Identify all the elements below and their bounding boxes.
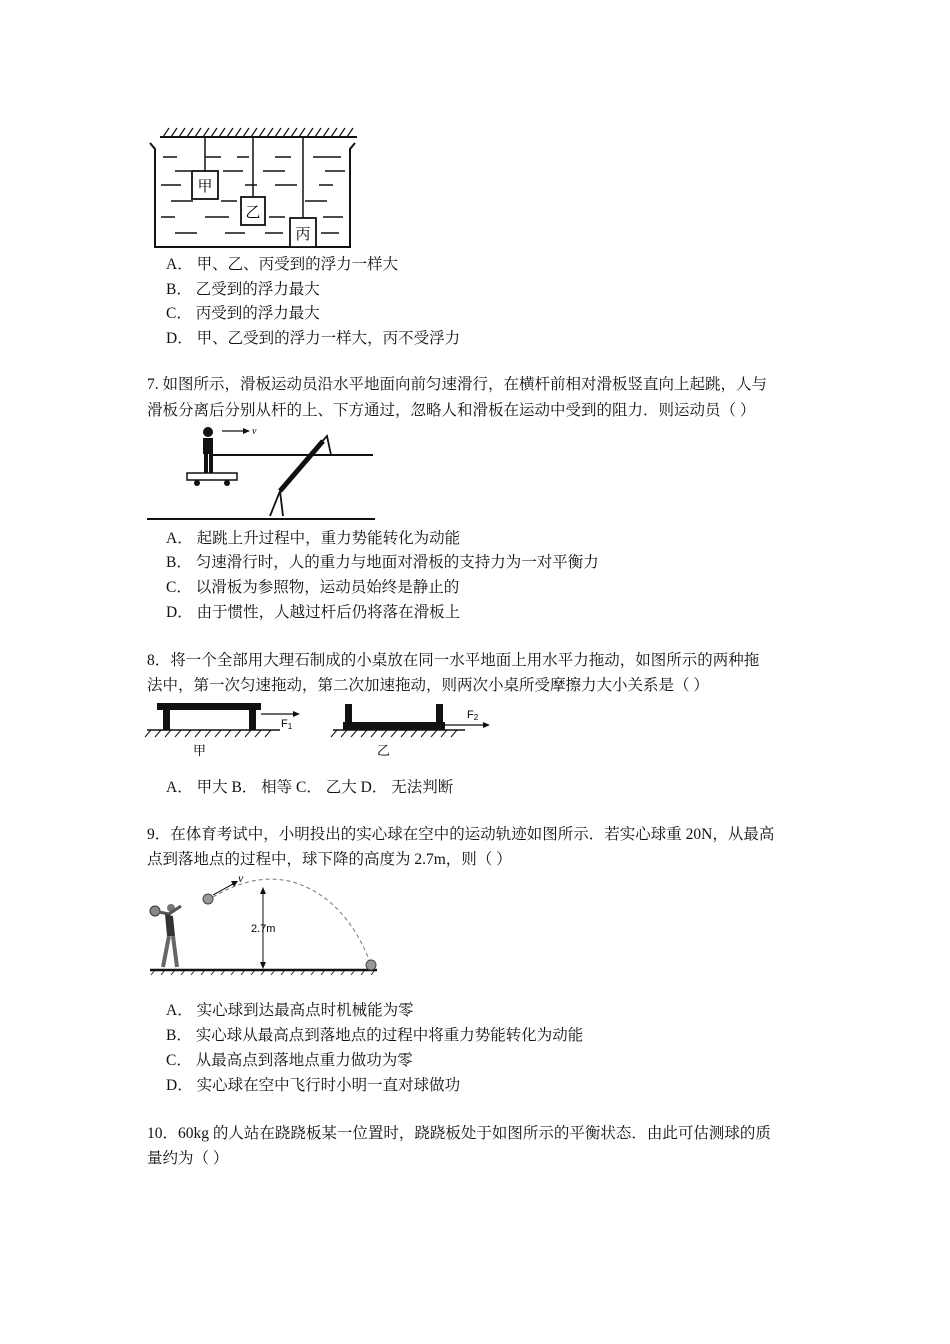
q7-option-d: D． 由于惯性，人越过杆后仍将落在滑板上 — [166, 604, 461, 621]
q6-label-jia: 甲 — [197, 179, 213, 195]
q6-label-bing: 丙 — [295, 227, 311, 243]
q7-stem-line2: 滑板分离后分别从杆的上、下方通过，忽略人和滑板在运动中受到的阻力．则运动员（ ） — [147, 402, 756, 419]
q6-option-d: D． 甲、乙受到的浮力一样大，丙不受浮力 — [166, 330, 461, 347]
q8-label-jia: 甲 — [193, 743, 207, 758]
q7-stem-line1: 7. 如图所示，滑板运动员沿水平地面向前匀速滑行，在横杆前相对滑板竖直向上起跳，人与 — [147, 376, 768, 393]
q9-option-d: D． 实心球在空中飞行时小明一直对球做功 — [166, 1077, 461, 1094]
q6-figure — [145, 125, 365, 250]
q9-label-height: 2.7m — [251, 923, 276, 935]
q6-option-b: B． 乙受到的浮力最大 — [166, 281, 320, 298]
q7-option-c: C． 以滑板为参照物，运动员始终是静止的 — [166, 579, 460, 596]
q8-options: A． 甲大 B． 相等 C． 乙大 D． 无法判断 — [166, 779, 454, 796]
q8-label-f2: F2 — [467, 709, 479, 722]
q9-label-v: v — [238, 871, 244, 885]
q9-stem-line1: 9．在体育考试中，小明投出的实心球在空中的运动轨迹如图所示．若实心球重 20N，从最高 — [147, 826, 775, 843]
q6-label-yi: 乙 — [245, 205, 261, 221]
q9-option-b: B． 实心球从最高点到落地点的过程中将重力势能转化为动能 — [166, 1027, 584, 1044]
q9-option-a: A． 实心球到达最高点时机械能为零 — [166, 1002, 414, 1019]
q7-option-b: B． 匀速滑行时，人的重力与地面对滑板的支持力为一对平衡力 — [166, 554, 599, 571]
q8-stem-line2: 法中，第一次匀速拖动，第二次加速拖动，则两次小桌所受摩擦力大小关系是（ ） — [147, 677, 709, 694]
q6-option-a: A． 甲、乙、丙受到的浮力一样大 — [166, 256, 399, 273]
q10-stem-line1: 10．60kg 的人站在跷跷板某一位置时，跷跷板处于如图所示的平衡状态．由此可估测球的质 — [147, 1125, 771, 1142]
q9-figure — [145, 870, 385, 980]
q7-label-v: v — [252, 426, 257, 437]
q9-stem-line2: 点到落地点的过程中，球下降的高度为 2.7m，则（ ） — [147, 851, 512, 868]
q8-label-yi: 乙 — [377, 743, 391, 758]
q7-option-a: A． 起跳上升过程中，重力势能转化为动能 — [166, 530, 461, 547]
q8-figure — [145, 694, 505, 764]
q7-figure — [145, 423, 385, 523]
q8-stem-line1: 8．将一个全部用大理石制成的小桌放在同一水平地面上用水平力拖动，如图所示的两种拖 — [147, 652, 760, 669]
q6-option-c: C． 丙受到的浮力最大 — [166, 305, 320, 322]
q10-stem-line2: 量约为（ ） — [147, 1150, 229, 1167]
q9-option-c: C． 从最高点到落地点重力做功为零 — [166, 1052, 413, 1069]
q8-label-f1: F1 — [281, 718, 293, 731]
